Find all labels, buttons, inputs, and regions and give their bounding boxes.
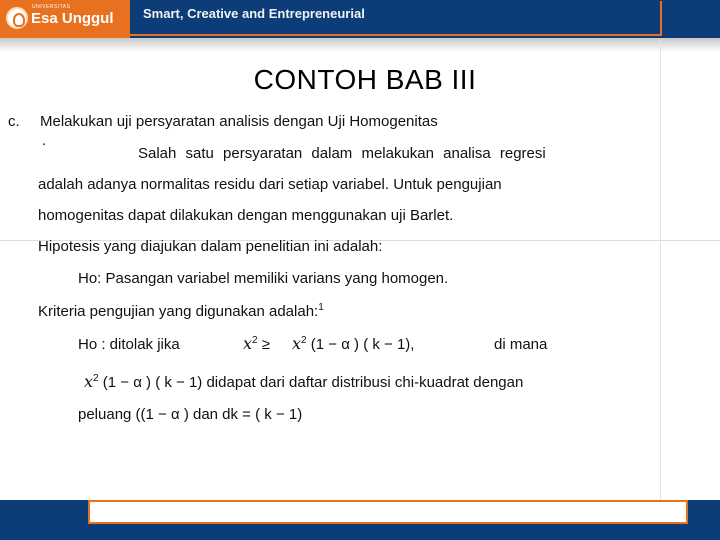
logo-text: Esa Unggul: [31, 10, 114, 27]
square-exponent: 2: [301, 335, 307, 346]
hypothesis-intro: Hipotesis yang diajukan dalam penelitian ini adalah:: [38, 238, 383, 255]
hypothesis-text: Ho: Pasangan variabel memiliki varians yang homogen.: [78, 270, 449, 287]
criteria-intro-text: Kriteria pengujian yang digunakan adalah:: [38, 303, 319, 320]
paragraph-line-1: Salah satu persyaratan dalam melakukan analisa regresi: [138, 145, 546, 162]
stray-dot: .: [42, 132, 47, 149]
chi-description-text: (1 − α ) ( k − 1) didapat dari daftar distribusi chi-kuadrat dengan: [102, 374, 524, 391]
chi-symbol: x: [292, 334, 302, 353]
square-exponent: 2: [252, 335, 258, 346]
paragraph-line-2: adalah adanya normalitas residu dari setiap variabel. Untuk pengujian: [38, 176, 502, 193]
item-marker: c.: [8, 113, 20, 130]
logo-emblem-icon: [6, 7, 28, 29]
footer-accent-line: [90, 522, 686, 524]
slide-title: CONTOH BAB III: [253, 64, 477, 95]
tagline: Smart, Creative and Entrepreneurial: [143, 6, 365, 21]
header-shadow: [0, 38, 720, 52]
item-heading: Melakukan uji persyaratan analisis dengan Uji Homogenitas: [40, 113, 438, 130]
chi-square-statistic: [243, 334, 270, 353]
divider-line-vertical: [660, 40, 661, 500]
chi-description: [84, 372, 523, 391]
chi-square-table-term: [292, 334, 414, 353]
chi-symbol: x: [84, 372, 94, 391]
chi-symbol: x: [243, 334, 253, 353]
geq-symbol: ≥: [261, 336, 270, 353]
where-text: di mana: [494, 336, 548, 353]
footer-frame: [88, 500, 688, 524]
criteria-intro: [38, 302, 324, 320]
university-logo: [0, 0, 130, 38]
chi-term-args: (1 − α ) ( k − 1),: [310, 336, 415, 353]
footnote-marker: 1: [318, 302, 324, 313]
square-exponent: 2: [93, 373, 99, 384]
paragraph-line-3: homogenitas dapat dilakukan dengan menggunakan uji Barlet.: [38, 207, 454, 224]
probability-line: peluang ((1 − α ) dan dk = ( k − 1): [78, 406, 303, 423]
logo-small-text: UNIVERSITAS: [32, 4, 71, 10]
rejection-rule-label: Ho : ditolak jika: [78, 336, 180, 353]
